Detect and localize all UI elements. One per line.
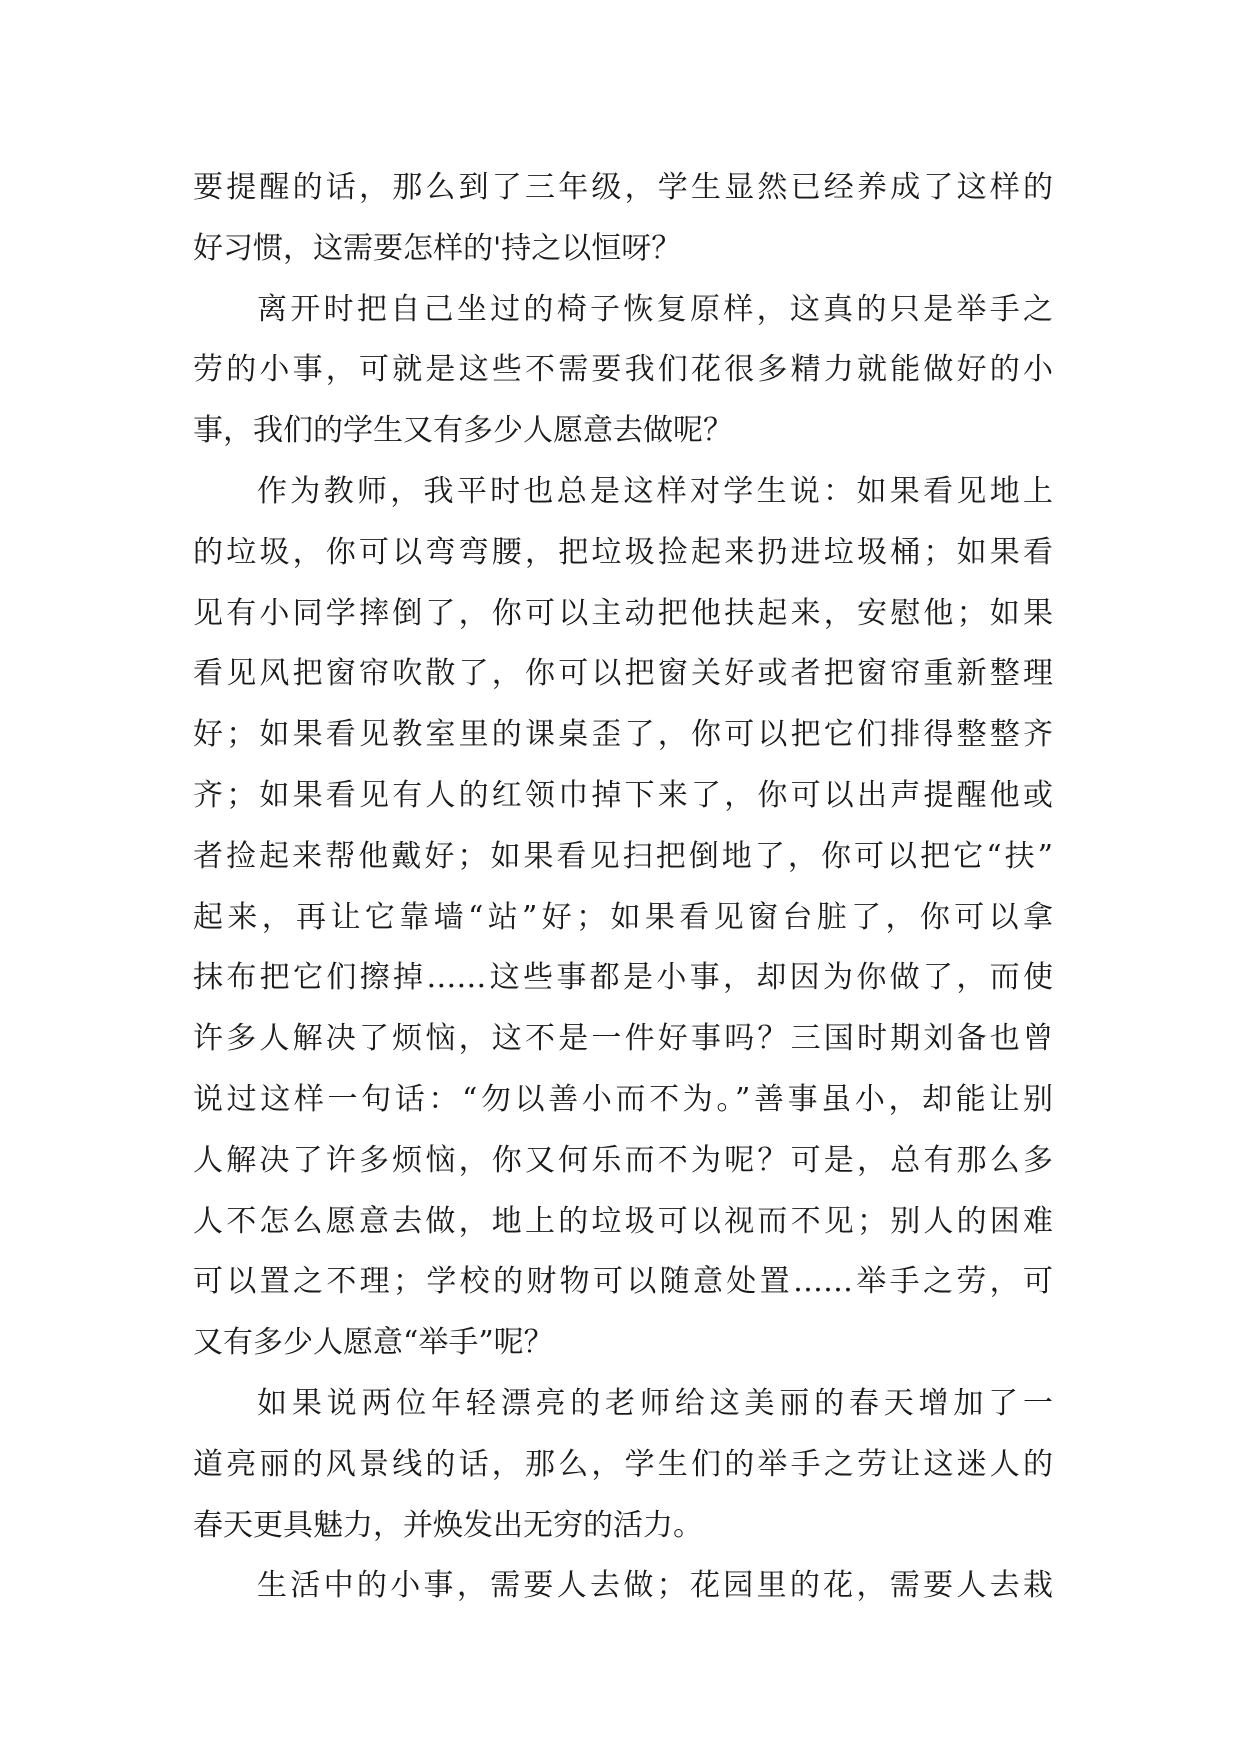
text-line: 许多人解决了烦恼，这不是一件好事吗？三国时期刘备也曾 bbox=[193, 1021, 1053, 1057]
text-line: 齐；如果看见有人的红领巾掉下来了，你可以出声提醒他或 bbox=[193, 777, 1053, 813]
text-line: 说过这样一句话：“勿以善小而不为。”善事虽小，却能让别 bbox=[193, 1081, 1053, 1117]
text-line: 劳的小事，可就是这些不需要我们花很多精力就能做好的小 bbox=[193, 352, 1053, 388]
text-line: 好习惯，这需要怎样的'持之以恒呀？ bbox=[193, 230, 682, 266]
text-line: 事，我们的学生又有多少人愿意去做呢？ bbox=[193, 413, 733, 449]
text-line: 的垃圾，你可以弯弯腰，把垃圾捡起来扔进垃圾桶；如果看 bbox=[193, 534, 1053, 570]
paragraph-first-line: 生活中的小事，需要人去做；花园里的花，需要人去栽 bbox=[257, 1568, 1053, 1604]
text-line: 人解决了许多烦恼，你又何乐而不为呢？可是，总有那么多 bbox=[193, 1142, 1053, 1178]
paragraph-first-line: 离开时把自己坐过的椅子恢复原样，这真的只是举手之 bbox=[257, 291, 1053, 327]
text-line: 又有多少人愿意“举手”呢？ bbox=[193, 1325, 554, 1361]
text-line: 起来，再让它靠墙“站”好；如果看见窗台脏了，你可以拿 bbox=[193, 899, 1053, 935]
paragraph-first-line: 作为教师，我平时也总是这样对学生说：如果看见地上 bbox=[257, 473, 1053, 509]
text-line: 者捡起来帮他戴好；如果看见扫把倒地了，你可以把它“扶” bbox=[193, 838, 1053, 874]
text-line: 见有小同学摔倒了，你可以主动把他扶起来，安慰他；如果 bbox=[193, 595, 1053, 631]
text-line: 要提醒的话，那么到了三年级，学生显然已经养成了这样的 bbox=[193, 170, 1053, 205]
text-line: 看见风把窗帘吹散了，你可以把窗关好或者把窗帘重新整理 bbox=[193, 656, 1053, 692]
text-line: 好；如果看见教室里的课桌歪了，你可以把它们排得整整齐 bbox=[193, 717, 1053, 753]
text-line: 道亮丽的风景线的话，那么，学生们的举手之劳让这迷人的 bbox=[193, 1446, 1053, 1482]
document-body bbox=[193, 158, 1053, 1617]
text-line: 抹布把它们擦掉……这些事都是小事，却因为你做了，而使 bbox=[193, 960, 1053, 996]
text-line: 人不怎么愿意去做，地上的垃圾可以视而不见；别人的困难 bbox=[193, 1203, 1053, 1239]
text-line: 春天更具魅力，并焕发出无穷的活力。 bbox=[193, 1507, 703, 1543]
paragraph-first-line: 如果说两位年轻漂亮的老师给这美丽的春天增加了一 bbox=[257, 1385, 1053, 1421]
text-line: 可以置之不理；学校的财物可以随意处置……举手之劳，可 bbox=[193, 1264, 1053, 1300]
